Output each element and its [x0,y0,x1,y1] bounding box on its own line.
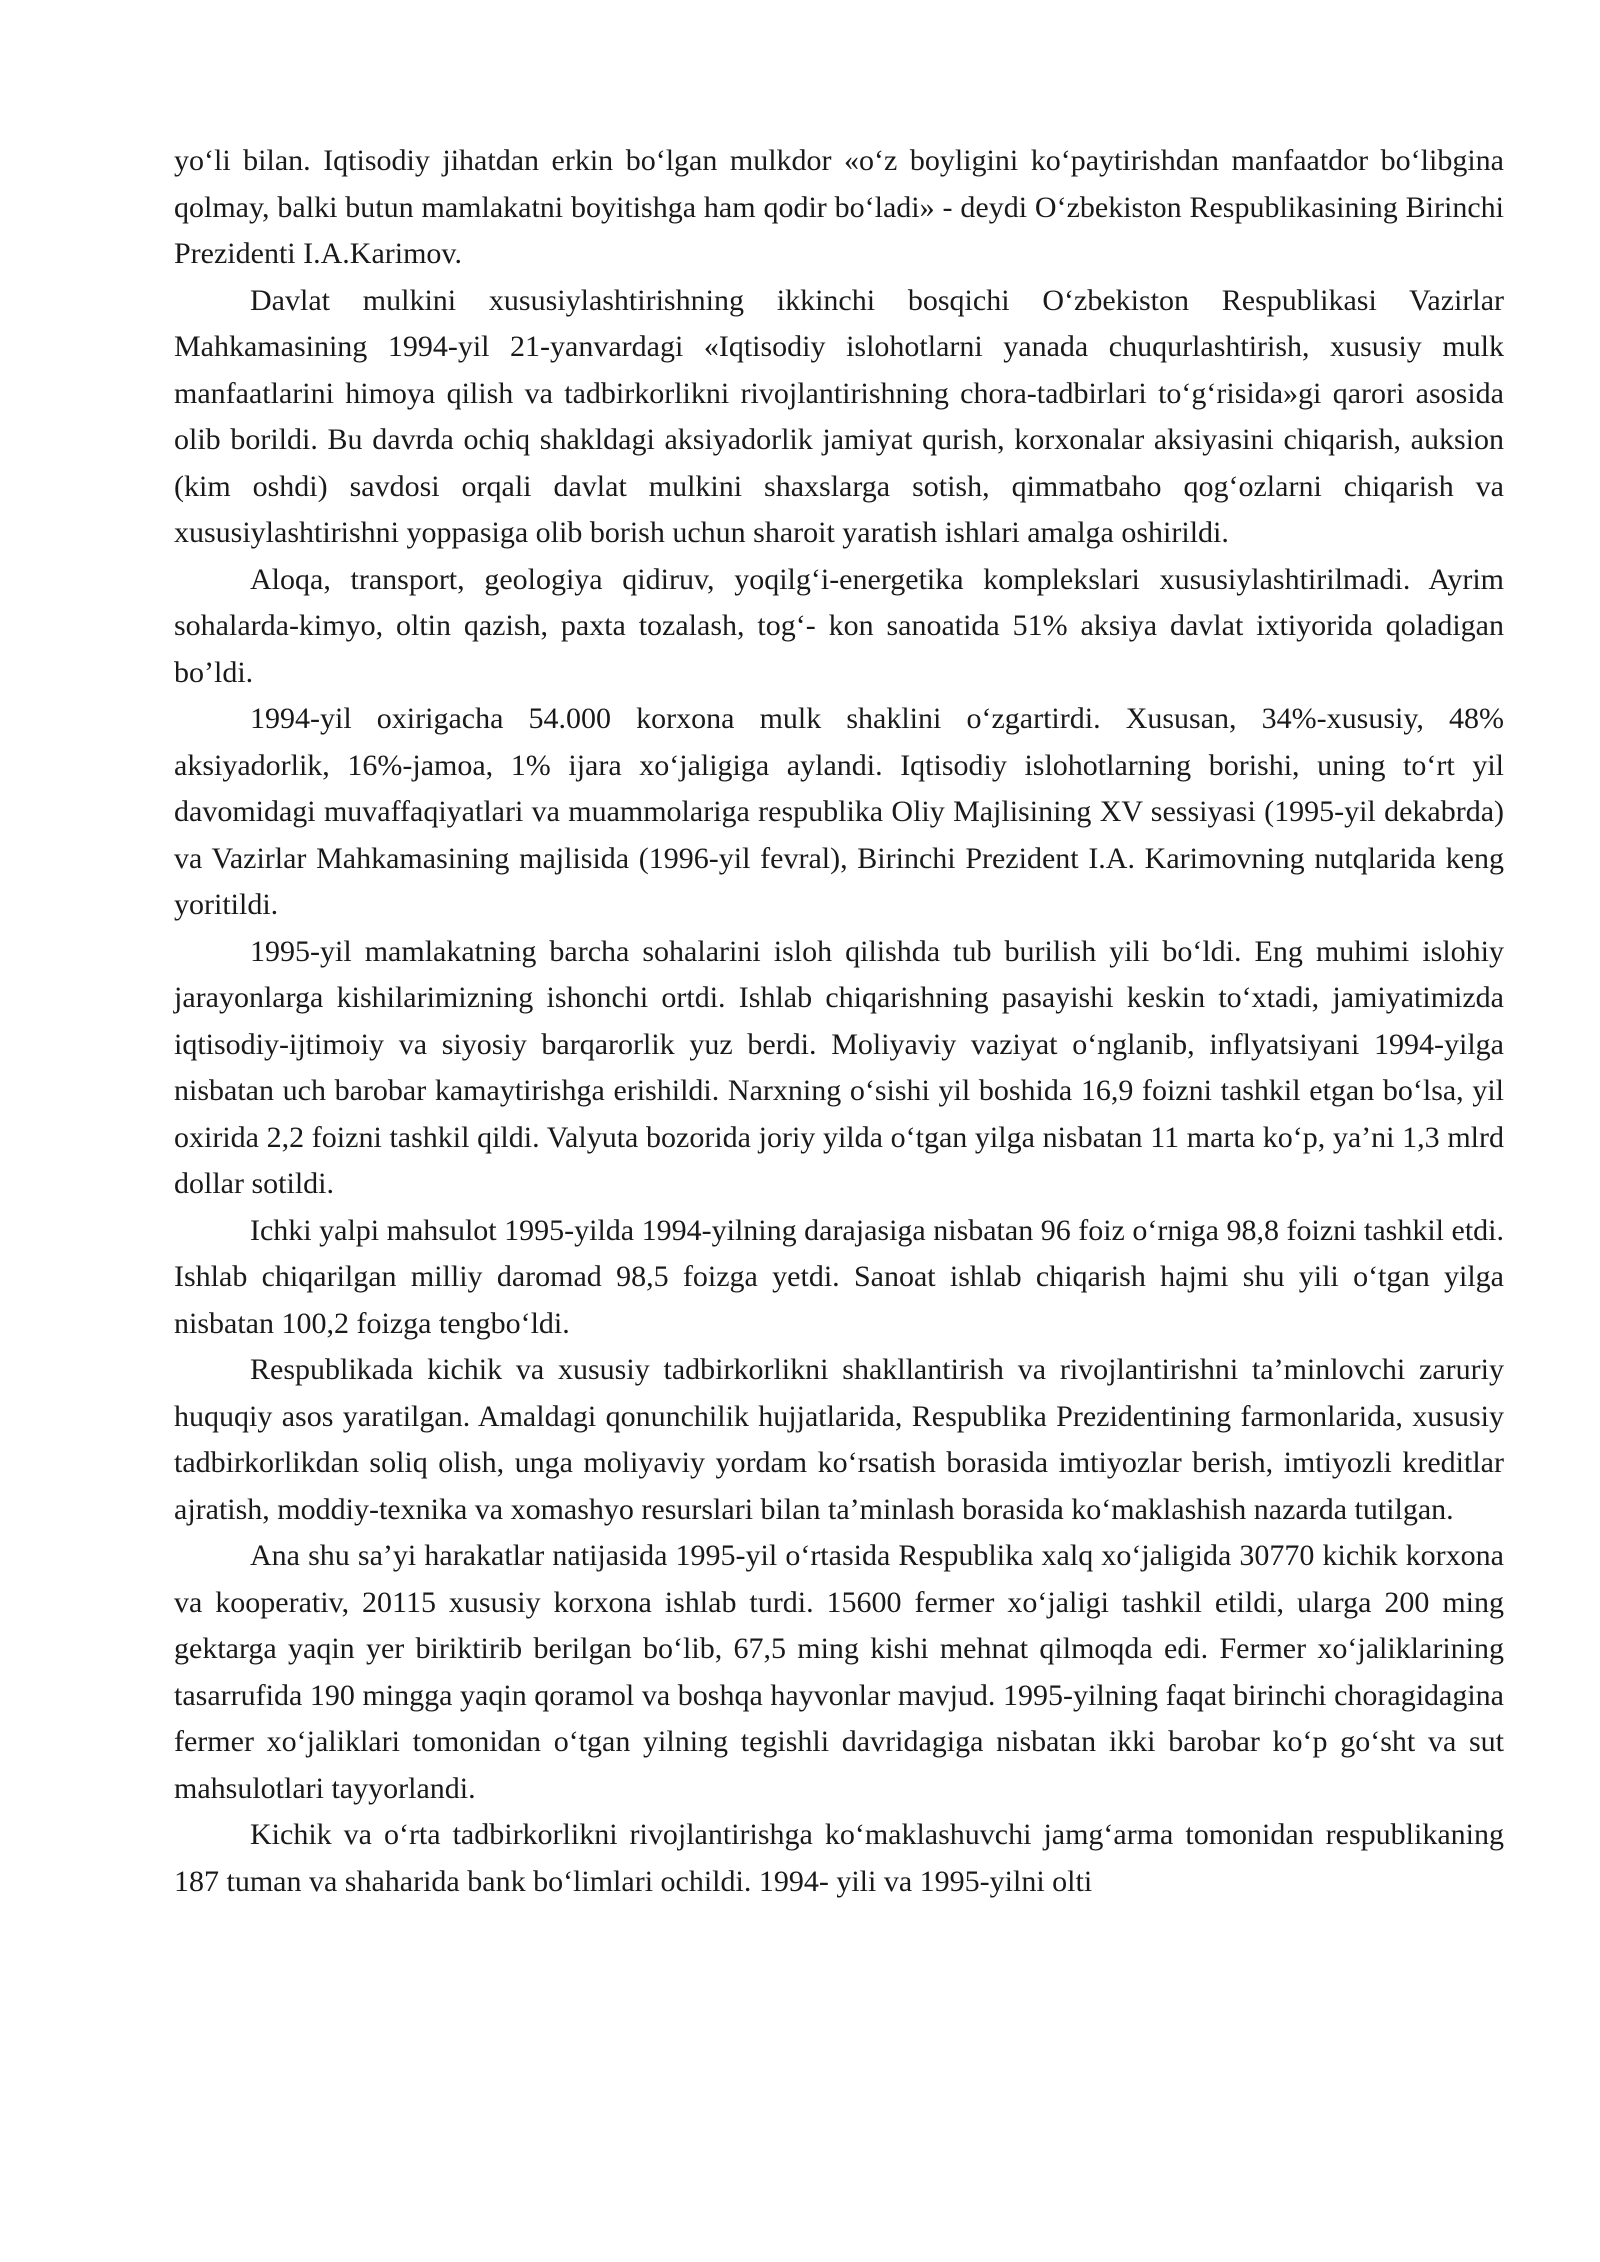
document-body [174,138,1504,1905]
paragraph-1995-turning-point: 1995-yil mamlakatning barcha sohalarini isloh qilishda tub burilish yili bo‘ldi. Eng muhimi islohiy jarayonlarga kishilarimizning ishonchi ortdi. Ishlab chiqarishning pasayishi keskin to‘xtadi, jamiyatimizda iqtisodiy-ijtimoiy va siyosiy barqarorlik yuz berdi. Moliyaviy vaziyat o‘nglanib, inflyatsiyani 1994-yilga nisbatan uch barobar kamaytirishga erishildi. Narxning o‘sishi yil boshida 16,9 foizni tashkil etgan bo‘lsa, yil oxirida 2,2 foizni tashkil qildi. Valyuta bozorida joriy yilda o‘tgan yilga nisbatan 11 marta ko‘p, ya’ni 1,3 mlrd dollar sotildi. [174,934,1504,1200]
paragraph-1994-results: 1994-yil oxirigacha 54.000 korxona mulk shaklini o‘zgartirdi. Xususan, 34%-xususiy, 48% aksiyadorlik, 16%-jamoa, 1% ijara xo‘jaligiga aylandi. Iqtisodiy islohotlarning borishi, uning to‘rt yil davomidagi muvaffaqiyatlari va muammolariga respublika Oliy Majlisining XV sessiyasi (1995-yil dekabrda) va Vazirlar Mahkamasining majlisida (1996-yil fevral), Birinchi Prezident I.A. Karimovning nutqlarida keng yoritildi. [174,702,1504,921]
paragraph-support-fund: Kichik va o‘rta tadbirkorlikni rivojlantirishga ko‘maklashuvchi jamg‘arma tomonidan respublikaning 187 tuman va shaharida bank bo‘limlari ochildi. 1994- yili va 1995-yilni olti [174,1818,1504,1898]
paragraph-privatization-second-stage: Davlat mulkini xususiylashtirishning ikkinchi bosqichi O‘zbekiston Respublikasi Vazirlar Mahkamasining 1994-yil 21-yanvardagi «Iqtisodiy islohotlarni yanada chuqurlashtirish, xususiy mulk manfaatlarini himoya qilish va tadbirkorlikni rivojlantirishning chora-tadbirlari to‘g‘risida»gi qarori asosida olib borildi. Bu davrda ochiq shakldagi aksiyadorlik jamiyat qurish, korxonalar aksiyasini chiqarish, auksion (kim oshdi) savdosi orqali davlat mulkini shaxslarga sotish, qimmatbaho qog‘ozlarni chiqarish va xususiylashtirishni yoppasiga olib borish uchun sharoit yaratish ishlari amalga oshirildi. [174,283,1504,549]
paragraph-small-enterprises: Ana shu sa’yi harakatlar natijasida 1995-yil o‘rtasida Respublika xalq xo‘jaligida 30770 kichik korxona va kooperativ, 20115 xususiy korxona ishlab turdi. 15600 fermer xo‘jaligi tashkil etildi, ularga 200 ming gektarga yaqin yer biriktirib berilgan bo‘lib, 67,5 ming kishi mehnat qilmoqda edi. Fermer xo‘jaliklarining tasarrufida 190 mingga yaqin qoramol va boshqa hayvonlar mavjud. 1995-yilning faqat birinchi choragidagina fermer xo‘jaliklari tomonidan o‘tgan yilning tegishli davridagiga nisbatan ikki barobar ko‘p go‘sht va sut mahsulotlari tayyorlandi. [174,1539,1504,1805]
paragraph-legal-basis: Respublikada kichik va xususiy tadbirkorlikni shakllantirish va rivojlantirishni ta’minlovchi zaruriy huquqiy asos yaratilgan. Amaldagi qonunchilik hujjatlarida, Respublika Prezidentining farmonlarida, xususiy tadbirkorlikdan soliq olish, unga moliyaviy yordam ko‘rsatish borasida imtiyozlar berish, imtiyozli kreditlar ajratish, moddiy-texnika va xomashyo resurslari bilan ta’minlash borasida ko‘maklashish nazarda tutilgan. [174,1353,1504,1526]
paragraph-gdp-1995: Ichki yalpi mahsulot 1995-yilda 1994-yilning darajasiga nisbatan 96 foiz o‘rniga 98,8 foizni tashkil etdi. Ishlab chiqarilgan milliy daromad 98,5 foizga yetdi. Sanoat ishlab chiqarish hajmi shu yili o‘tgan yilga nisbatan 100,2 foizga tengbo‘ldi. [174,1213,1504,1340]
paragraph-continuation: yo‘li bilan. Iqtisodiy jihatdan erkin bo‘lgan mulkdor «o‘z boyligini ko‘paytirishdan manfaatdor bo‘libgina qolmay, balki butun mamlakatni boyitishga ham qodir bo‘ladi» - deydi O‘zbekiston Respublikasining Birinchi Prezidenti I.A.Karimov. [174,144,1504,270]
paragraph-excluded-sectors: Aloqa, transport, geologiya qidiruv, yoqilg‘i-energetika komplekslari xususiylashtirilmadi. Ayrim sohalarda-kimyo, oltin qazish, paxta tozalash, tog‘- kon sanoatida 51% aksiya davlat ixtiyorida qoladigan bo’ldi. [174,562,1504,689]
